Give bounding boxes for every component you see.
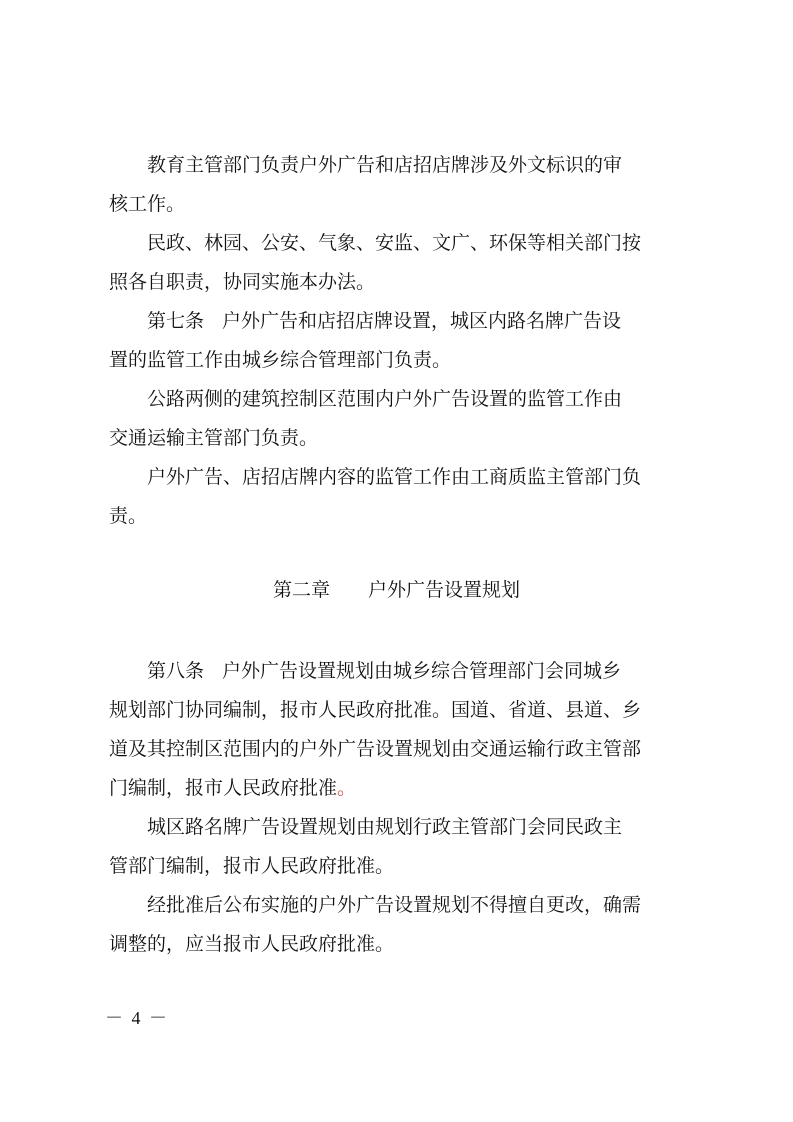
- paragraph-line: 城区路名牌广告设置规划由规划行政主管部门会同民政主: [147, 816, 623, 838]
- paragraph-line: 照各自职责，协同实施本办法。: [109, 271, 376, 293]
- paragraph-line: 经批准后公布实施的户外广告设置规划不得擅自更改，确需: [147, 894, 642, 916]
- paragraph-line: 调整的，应当报市人民政府批准。: [109, 933, 395, 955]
- chapter-number: 第二章: [272, 579, 330, 601]
- paragraph-line: 民政、林园、公安、气象、安监、文广、环保等相关部门按: [147, 232, 642, 254]
- paragraph-related-depts: [109, 224, 699, 302]
- paragraph-line: 户外广告、店招店牌内容的监管工作由工商质监主管部门负: [147, 466, 642, 488]
- article-8: [109, 652, 699, 808]
- paragraph-line: 教育主管部门负责户外广告和店招店牌涉及外文标识的审: [147, 154, 623, 176]
- paragraph-line: 公路两侧的建筑控制区范围内户外广告设置的监管工作由: [147, 388, 623, 410]
- article-7: [109, 302, 699, 380]
- page-number: － 4 －: [105, 1008, 169, 1028]
- chapter-heading: [0, 571, 793, 610]
- paragraph-line: 责。: [109, 505, 148, 527]
- article-label: 第七条: [147, 310, 205, 332]
- paragraph-highway: [109, 380, 699, 458]
- paragraph-street-sign-plan: [109, 808, 699, 886]
- article-text: 户外广告和店招店牌设置，城区内路名牌广告设: [222, 310, 622, 332]
- line-text: 门编制，报市人民政府批准: [109, 777, 338, 799]
- paragraph-plan-changes: [109, 886, 699, 964]
- paragraph-line: 规划部门协同编制，报市人民政府批准。国道、省道、县道、乡: [109, 699, 642, 721]
- paragraph-line: 管部门编制，报市人民政府批准。: [109, 855, 395, 877]
- article-label: 第八条: [147, 660, 205, 682]
- paragraph-line: 道及其控制区范围内的户外广告设置规划由交通运输行政主管部: [109, 738, 642, 760]
- paragraph-line: 交通运输主管部门负责。: [109, 427, 319, 449]
- paragraph-line: [109, 652, 699, 691]
- paragraph-content-supervision: [109, 458, 699, 536]
- paragraph-line: 核工作。: [109, 193, 186, 215]
- paragraph-line: [109, 769, 699, 808]
- paragraph-line: [109, 302, 699, 341]
- article-text: 户外广告设置规划由城乡综合管理部门会同城乡: [222, 660, 622, 682]
- red-period-mark: 。: [337, 777, 357, 799]
- paragraph-education-dept: [109, 146, 699, 224]
- paragraph-line: 置的监管工作由城乡综合管理部门负责。: [109, 349, 452, 371]
- chapter-title: 户外广告设置规划: [368, 579, 521, 601]
